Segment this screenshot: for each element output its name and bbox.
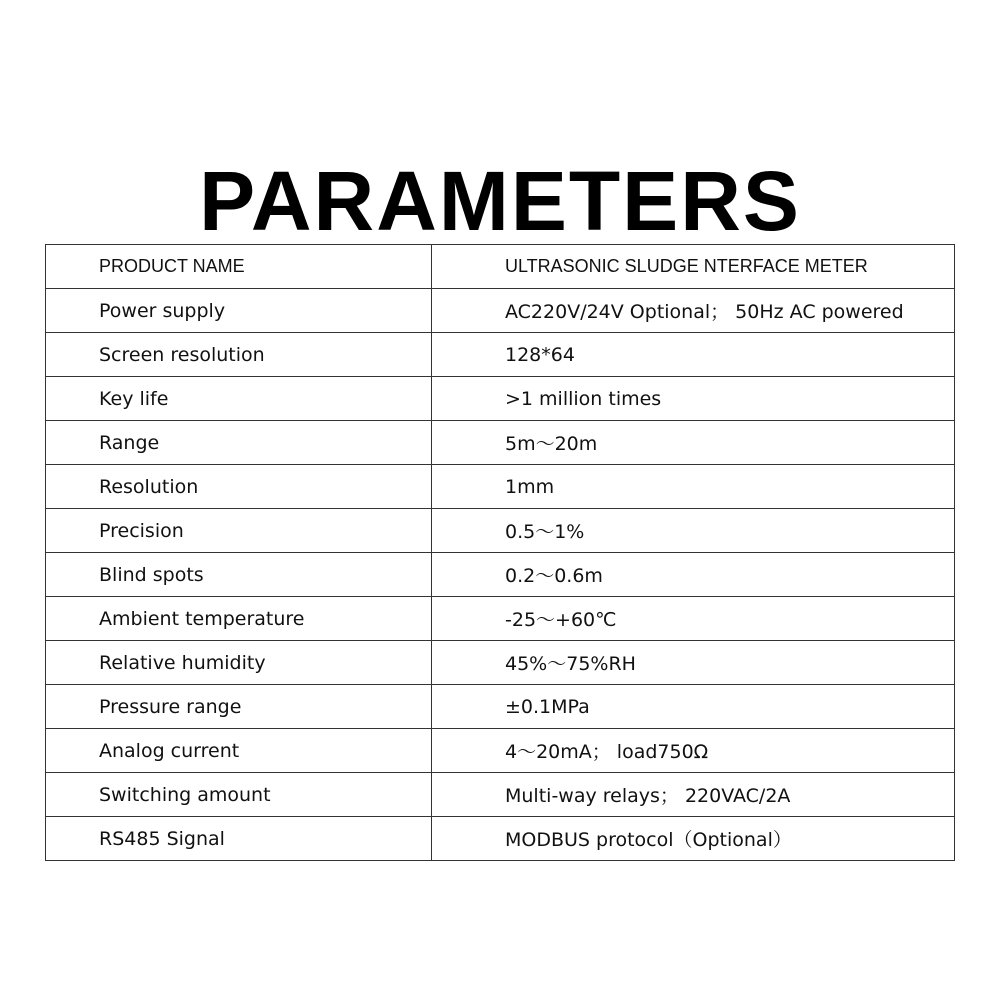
table-row	[46, 289, 955, 333]
parameter-value: ±0.1MPa	[432, 685, 955, 729]
parameter-value: ULTRASONIC SLUDGE NTERFACE METER	[432, 245, 955, 289]
parameter-value: 0.2～0.6m	[432, 553, 955, 597]
table-row	[46, 333, 955, 377]
parameter-value: 4～20mA； load750Ω	[432, 729, 955, 773]
parameter-value: 45%～75%RH	[432, 641, 955, 685]
parameter-value: 5m～20m	[432, 421, 955, 465]
parameter-label: Relative humidity	[46, 641, 432, 685]
parameter-label: PRODUCT NAME	[46, 245, 432, 289]
parameter-label: Screen resolution	[46, 333, 432, 377]
table-row	[46, 685, 955, 729]
table-row	[46, 817, 955, 861]
table-row	[46, 421, 955, 465]
parameter-label: Key life	[46, 377, 432, 421]
parameter-label: Precision	[46, 509, 432, 553]
table-row	[46, 597, 955, 641]
parameters-table-body	[46, 245, 955, 861]
parameter-label: Range	[46, 421, 432, 465]
parameter-value: -25～+60℃	[432, 597, 955, 641]
table-row	[46, 377, 955, 421]
table-row	[46, 245, 955, 289]
parameter-value: AC220V/24V Optional； 50Hz AC powered	[432, 289, 955, 333]
parameter-value: Multi-way relays； 220VAC/2A	[432, 773, 955, 817]
parameter-label: Switching amount	[46, 773, 432, 817]
table-row	[46, 641, 955, 685]
parameter-value: MODBUS protocol（Optional）	[432, 817, 955, 861]
parameter-label: RS485 Signal	[46, 817, 432, 861]
parameter-value: >1 million times	[432, 377, 955, 421]
table-row	[46, 553, 955, 597]
parameter-label: Resolution	[46, 465, 432, 509]
parameters-table	[45, 244, 955, 861]
table-row	[46, 509, 955, 553]
parameter-label: Ambient temperature	[46, 597, 432, 641]
parameter-label: Analog current	[46, 729, 432, 773]
parameter-label: Pressure range	[46, 685, 432, 729]
parameter-value: 1mm	[432, 465, 955, 509]
parameter-label: Power supply	[46, 289, 432, 333]
table-row	[46, 465, 955, 509]
parameter-value: 0.5～1%	[432, 509, 955, 553]
table-row	[46, 773, 955, 817]
parameter-label: Blind spots	[46, 553, 432, 597]
table-row	[46, 729, 955, 773]
page-title: PARAMETERS	[199, 154, 801, 249]
parameter-value: 128*64	[432, 333, 955, 377]
